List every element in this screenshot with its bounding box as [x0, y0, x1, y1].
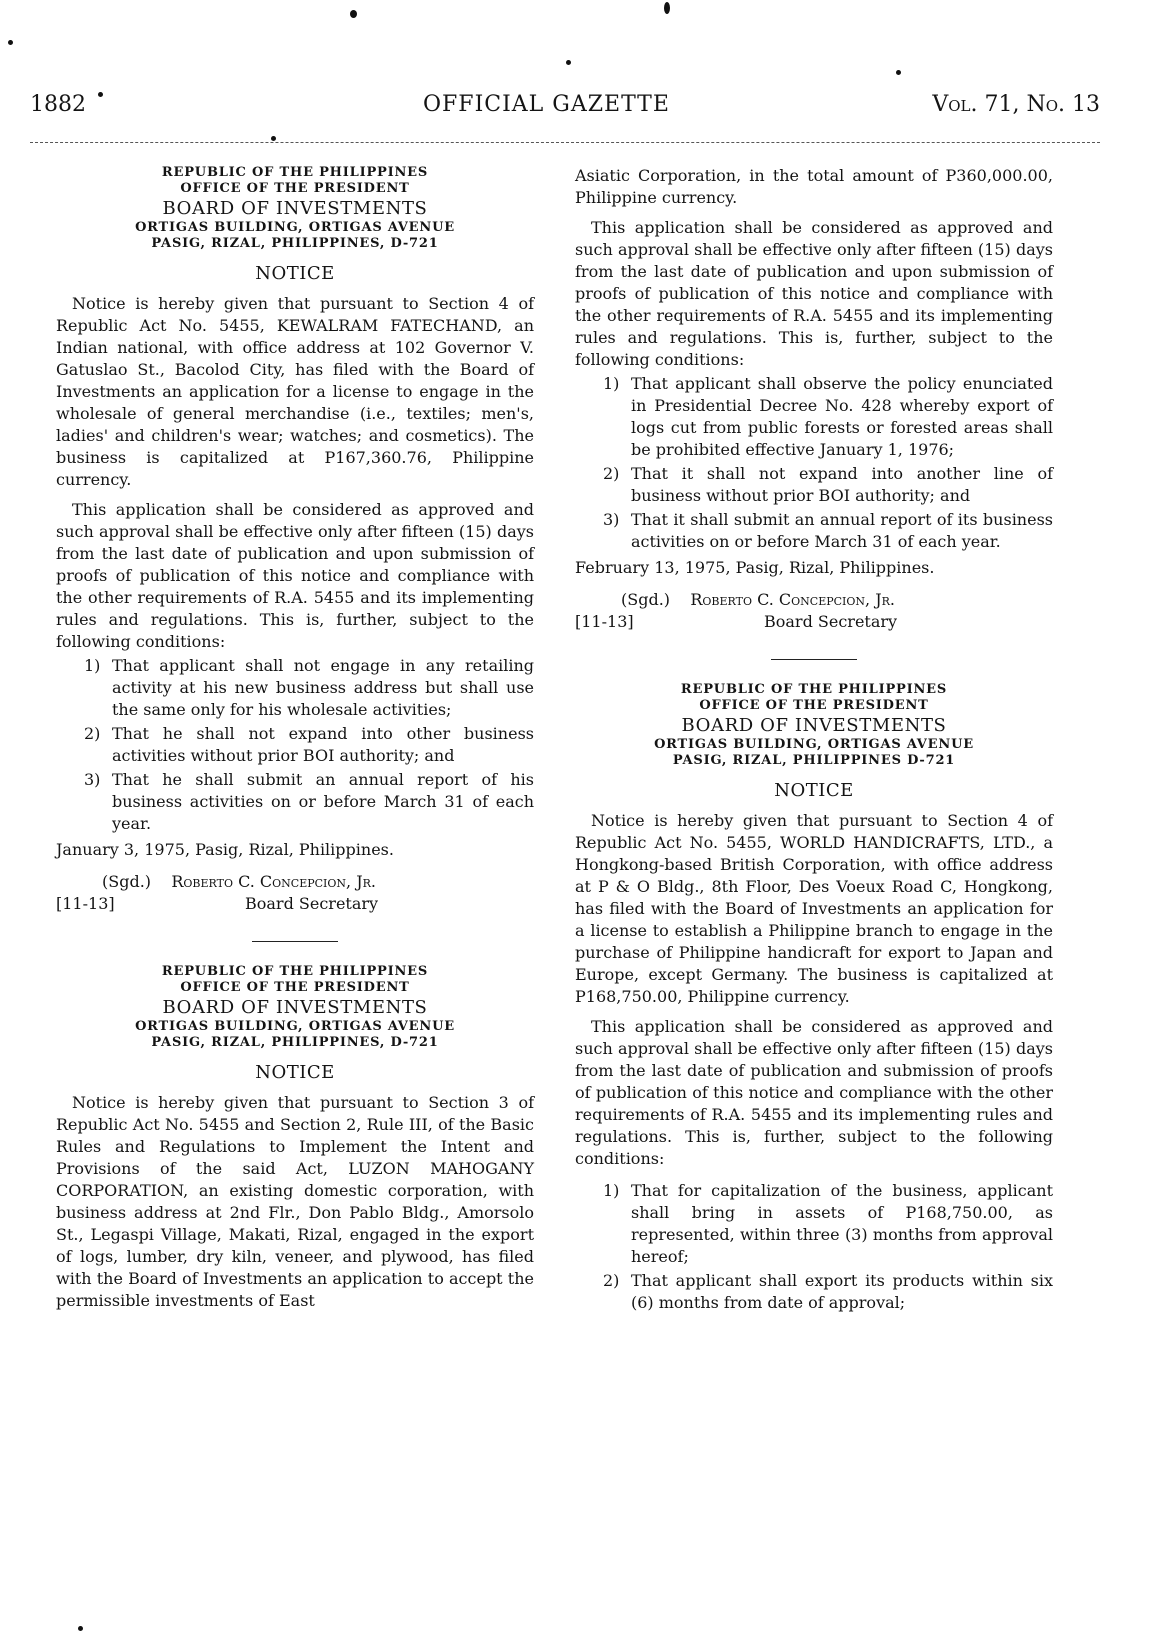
page-header: [30, 92, 1100, 132]
signature-block: [575, 589, 1053, 633]
approval-paragraph: This application shall be considered as approved and such approval shall be effective only after fifteen (15) days from the last date of publication and upon submission of proofs of publication of this notice and compliance with the other requirements of R.A. 5455 and its implementing rules and regulations. This is, further, subject to the following conditions:: [575, 218, 1053, 369]
section-separator: [771, 659, 857, 660]
conditions-list: [575, 373, 1053, 553]
scan-speck: [78, 1626, 83, 1631]
notice-date: January 3, 1975, Pasig, Rizal, Philippines.: [56, 840, 394, 859]
issue-reference: [11-13]: [575, 612, 634, 631]
condition-item: 2) That he shall not expand into other business activities without prior BOI authority; and: [84, 724, 534, 765]
board-line: BOARD OF INVESTMENTS: [162, 996, 428, 1018]
board-line: BOARD OF INVESTMENTS: [681, 714, 947, 736]
office-line: OFFICE OF THE PRESIDENT: [180, 181, 410, 197]
page-number: 1882: [30, 92, 86, 117]
republic-line: REPUBLIC OF THE PHILIPPINES: [680, 682, 948, 697]
signatory-position: Board Secretary: [245, 894, 379, 913]
notice-heading: NOTICE: [255, 1061, 335, 1083]
condition-item: 3) That he shall submit an annual report of his business activities on or before March 31 of each year.: [84, 770, 534, 833]
right-column: [575, 165, 1053, 1316]
address-line: PASIG, RIZAL, PHILIPPINES, D-721: [151, 1035, 439, 1051]
signature-block: [56, 871, 534, 915]
building-line: ORTIGAS BUILDING, ORTIGAS AVENUE: [654, 737, 974, 752]
condition-item: 3) That it shall submit an annual report of its business activities on or before March 31 of each year.: [603, 510, 1053, 551]
office-line: OFFICE OF THE PRESIDENT: [699, 698, 929, 714]
notice-body-continued: Asiatic Corporation, in the total amount of P360,000.00, Philippine currency.: [575, 166, 1053, 207]
condition-item: 1) That applicant shall observe the policy enunciated in Presidential Decree No. 428 whereby export of logs cut from public forests or forested areas shall be prohibited effective January 1, 1976;: [603, 374, 1053, 459]
address-line: PASIG, RIZAL, PHILIPPINES, D-721: [151, 236, 439, 252]
section-separator: [252, 941, 338, 942]
building-line: ORTIGAS BUILDING, ORTIGAS AVENUE: [135, 1019, 455, 1034]
publication-title: OFFICIAL GAZETTE: [423, 92, 670, 117]
sgd-mark: (Sgd.): [621, 590, 671, 609]
notice-body: Notice is hereby given that pursuant to Section 4 of Republic Act No. 5455, WORLD HANDICRAFTS, LTD., a Hongkong-based British Corporation, with office address at P & O Bldg., 8th Floor, Des Voeux Road C, Hongkong, has filed with the Board of Investments an application for a license to establish a Philippine branch to engage in the purchase of Philippine handicraft for export to Japan and Europe, except Germany. The business is capitalized at P168,750.00, Philippine currency.: [575, 811, 1053, 1006]
volume-issue: Vol. 71, No. 13: [932, 92, 1100, 117]
scan-speck: [664, 2, 670, 14]
approval-paragraph: This application shall be considered as approved and such approval shall be effective only after fifteen (15) days from the last date of publication and submission of proofs of publication of this notice and compliance with the other requirements of R.A. 5455 and its implementing rules and regulations. This is, further, subject to the following conditions:: [575, 1017, 1053, 1168]
scan-speck: [350, 10, 357, 18]
signatory-name: Roberto C. Concepcion, Jr.: [171, 872, 377, 891]
notice-header: [56, 964, 534, 1084]
notice-date: February 13, 1975, Pasig, Rizal, Philippines.: [575, 558, 935, 577]
board-line: BOARD OF INVESTMENTS: [162, 197, 428, 219]
notice-body: Notice is hereby given that pursuant to Section 3 of Republic Act No. 5455 and Section 2, Rule III, of the Basic Rules and Regulations to Implement the Intent and Provisions of the said Act, LUZON MAHOGANY CORPORATION, an existing domestic corporation, with business address at 2nd Flr., Don Pablo Bldg., Amorsolo St., Legaspi Village, Makati, Rizal, engaged in the export of logs, lumber, dry kiln, veneer, and plywood, has filed with the Board of Investments an application to accept the permissible investments of East: [56, 1093, 534, 1310]
address-line: PASIG, RIZAL, PHILIPPINES D-721: [672, 753, 956, 769]
left-column: [56, 165, 534, 1312]
approval-paragraph: This application shall be considered as approved and such approval shall be effective only after fifteen (15) days from the last date of publication and upon submission of proofs of publication of this notice and compliance with the other requirements of R.A. 5455 and its implementing rules and regulations. This is, further, subject to the following conditions:: [56, 500, 534, 651]
condition-item: 1) That applicant shall not engage in any retailing activity at his new business address but shall use the same only for his wholesale activities;: [84, 656, 534, 719]
office-line: OFFICE OF THE PRESIDENT: [180, 980, 410, 996]
header-rule: [30, 142, 1100, 143]
republic-line: REPUBLIC OF THE PHILIPPINES: [161, 964, 429, 979]
condition-item: 1) That for capitalization of the business, applicant shall bring in assets of P168,750.00, as represented, within three (3) months from approval hereof;: [603, 1181, 1053, 1266]
republic-line: REPUBLIC OF THE PHILIPPINES: [161, 165, 429, 180]
issue-reference: [11-13]: [56, 894, 115, 913]
notice-body: Notice is hereby given that pursuant to Section 4 of Republic Act No. 5455, KEWALRAM FATECHAND, an Indian national, with office address at 102 Governor V. Gatuslao St., Bacolod City, has filed with the Board of Investments an application for a license to engage in the wholesale of general merchandise (i.e., textiles; men's, ladies' and children's wear; watches; and cosmetics). The business is capitalized at P167,360.76, Philippine currency.: [56, 294, 534, 489]
condition-item: 2) That it shall not expand into another line of business without prior BOI authority; and: [603, 464, 1053, 505]
scan-speck: [896, 70, 901, 75]
sgd-mark: (Sgd.): [102, 872, 152, 891]
conditions-list: [575, 1180, 1053, 1314]
scan-speck: [8, 40, 13, 45]
scan-speck: [271, 136, 276, 141]
condition-item: 2) That applicant shall export its products within six (6) months from date of approval;: [603, 1271, 1053, 1312]
scan-speck: [566, 60, 571, 65]
notice-header: [56, 165, 534, 285]
notice-heading: NOTICE: [255, 262, 335, 284]
conditions-list: [56, 655, 534, 835]
building-line: ORTIGAS BUILDING, ORTIGAS AVENUE: [135, 220, 455, 235]
notice-heading: NOTICE: [774, 779, 854, 801]
signatory-position: Board Secretary: [764, 612, 898, 631]
signatory-name: Roberto C. Concepcion, Jr.: [690, 590, 896, 609]
notice-header: [575, 682, 1053, 802]
